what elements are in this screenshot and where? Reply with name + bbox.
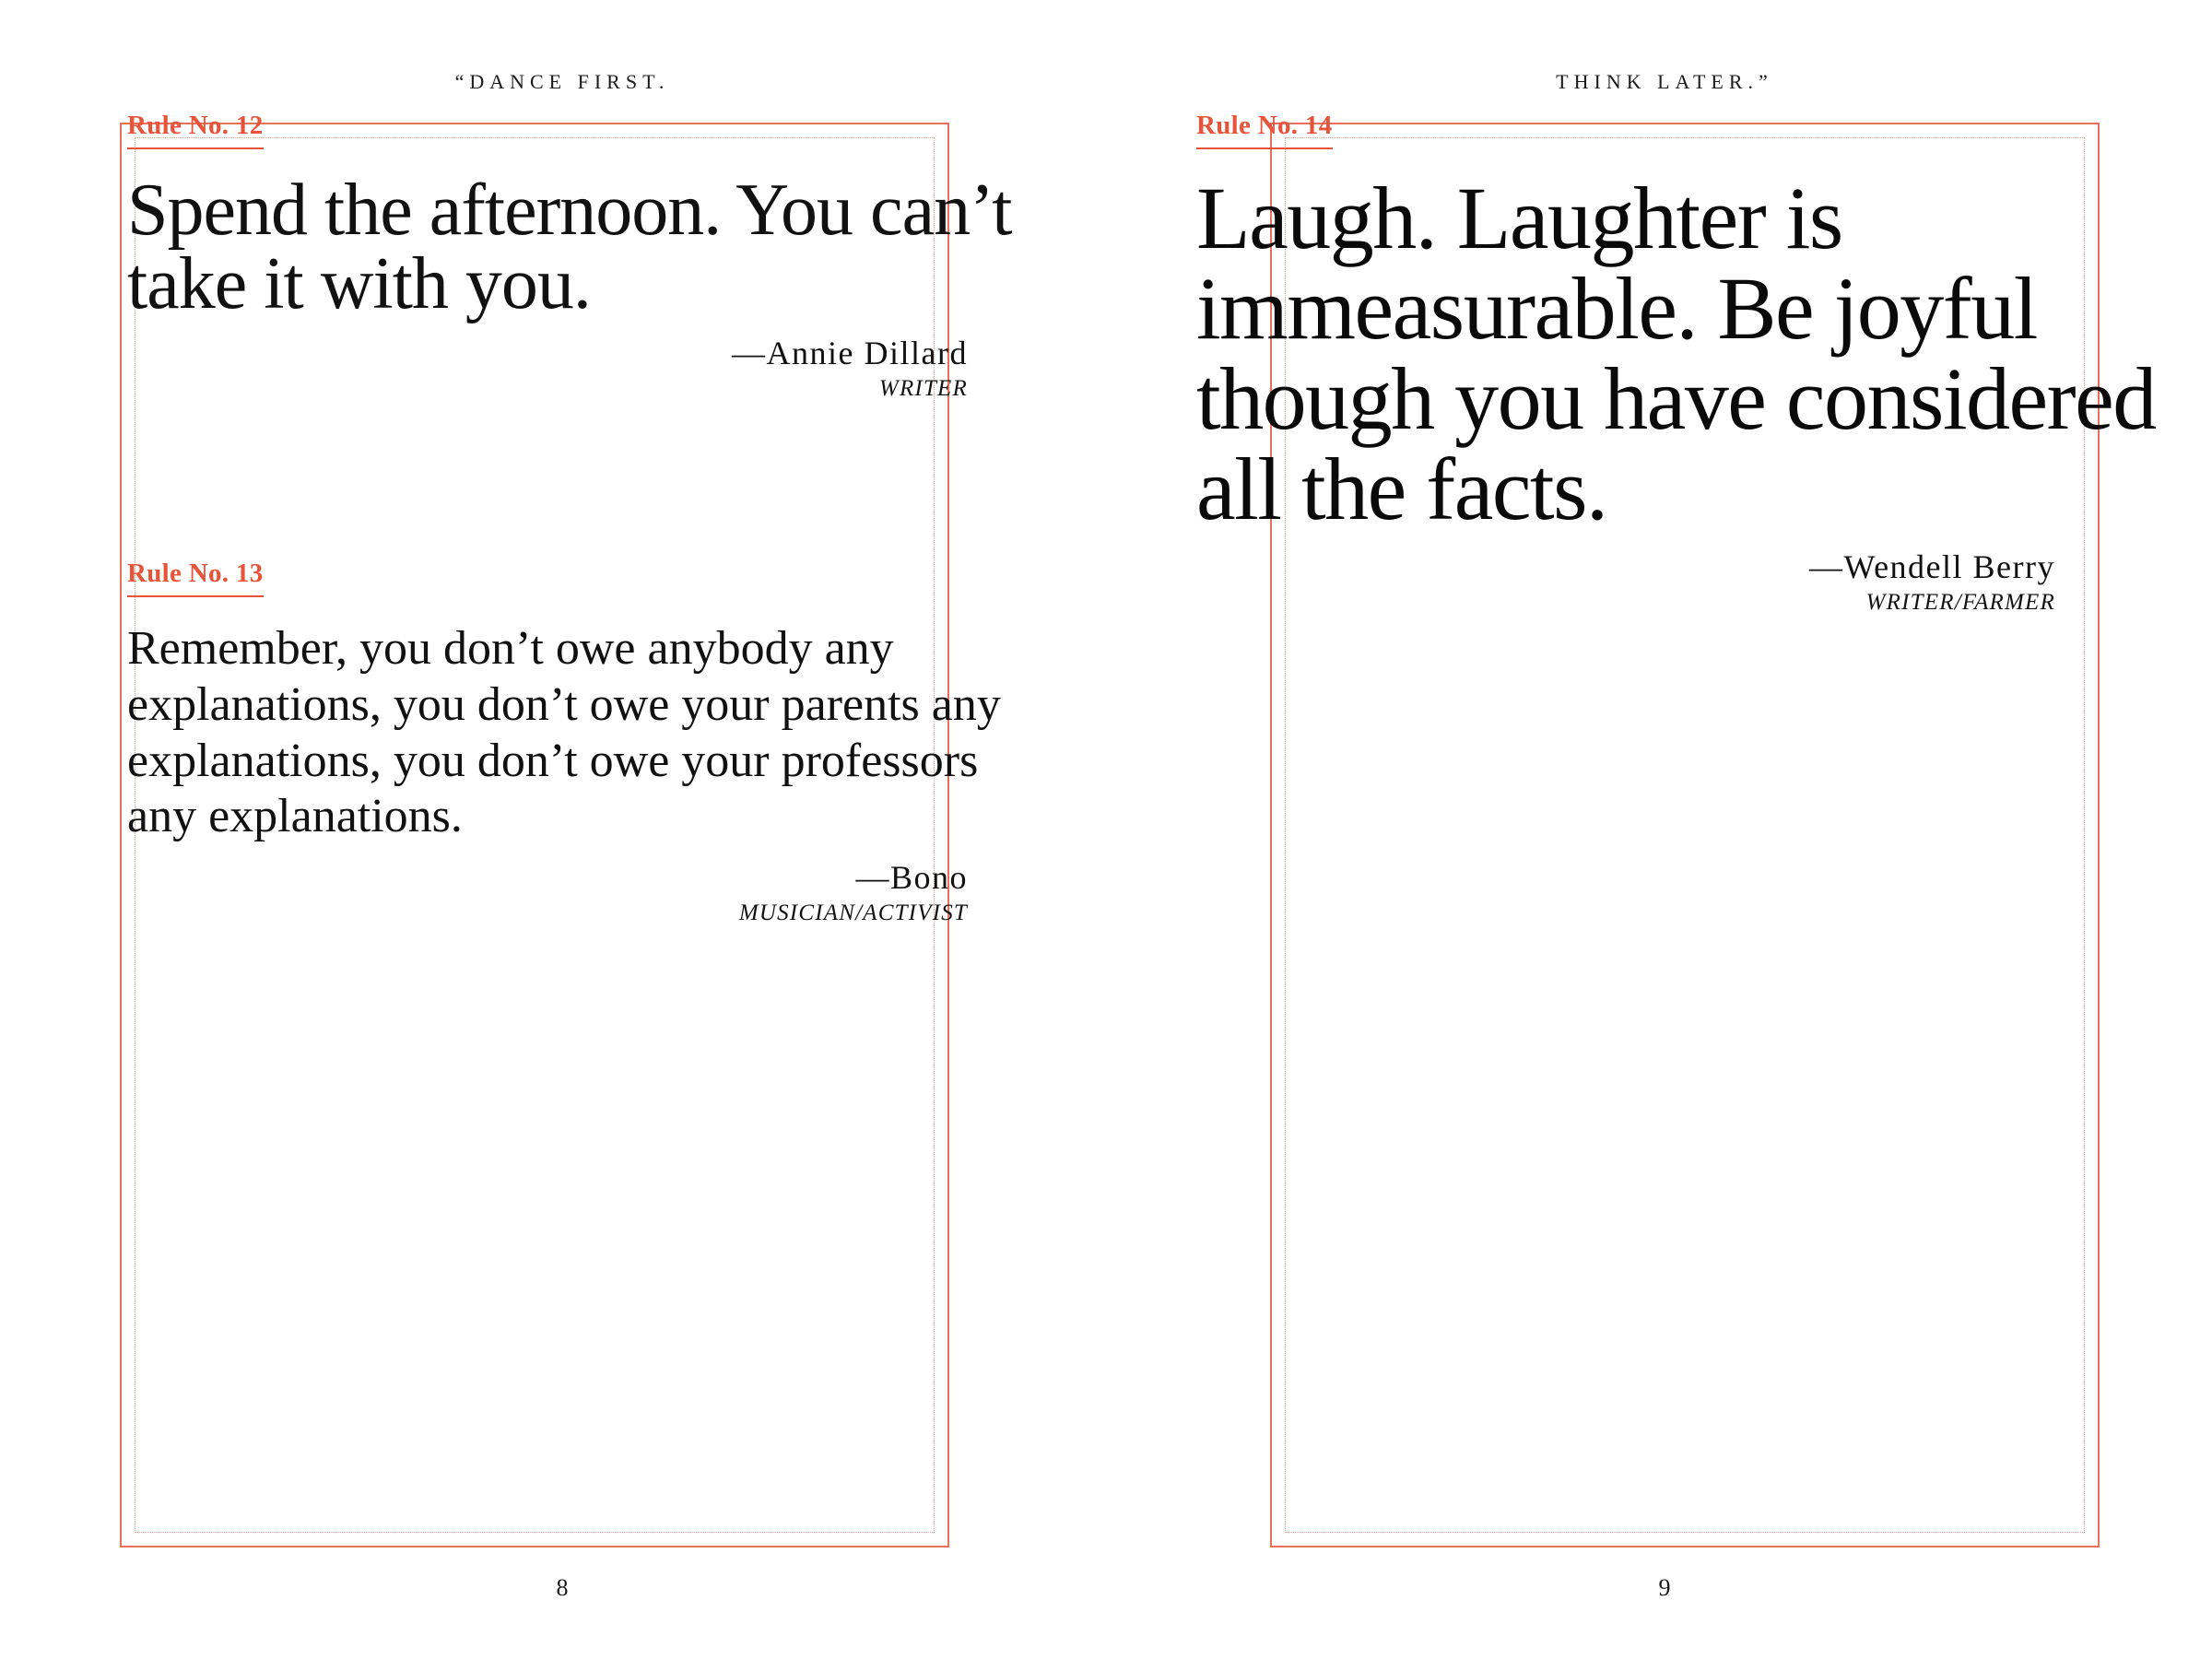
attribution-role-12: WRITER bbox=[878, 376, 968, 401]
running-head-right: THINK LATER.” bbox=[1556, 70, 1773, 93]
quote-text-14: Laugh. Laughter is immeasurable. Be joyful though you have considered all the facts. bbox=[1196, 169, 2156, 538]
running-head-left: “DANCE FIRST. bbox=[454, 70, 670, 93]
quote-entry-rule-14 bbox=[1196, 111, 2194, 616]
right-page bbox=[1106, 0, 2212, 1659]
attribution-role-13: MUSICIAN/ACTIVIST bbox=[738, 900, 968, 926]
attribution-name-14: —Wendell Berry bbox=[1808, 547, 2055, 585]
attribution-14 bbox=[1196, 547, 2194, 616]
attribution-12 bbox=[127, 334, 1051, 402]
attribution-name-12: —Annie Dillard bbox=[732, 335, 968, 371]
page-number-left: 8 bbox=[556, 1574, 569, 1601]
quote-text-12: Spend the afternoon. You can’t take it with you. bbox=[127, 170, 1012, 324]
quote-text-13: Remember, you don’t owe anybody any explanations, you don’t owe your parents any explanations, you don’t owe your professors any explanations. bbox=[127, 622, 1001, 843]
rule-label-13: Rule No. 13 bbox=[127, 559, 264, 597]
rule-label-12: Rule No. 12 bbox=[127, 111, 264, 149]
quote-entry-rule-12 bbox=[127, 111, 1051, 402]
right-page-content bbox=[1196, 111, 2194, 616]
attribution-role-14: WRITER/FARMER bbox=[1865, 589, 2055, 615]
rule-label-14: Rule No. 14 bbox=[1196, 111, 1333, 149]
left-page-content bbox=[127, 111, 1051, 926]
page-number-right: 9 bbox=[1658, 1574, 1671, 1601]
attribution-13 bbox=[127, 858, 1051, 926]
attribution-name-13: —Bono bbox=[855, 859, 968, 897]
quote-entry-rule-13 bbox=[127, 559, 1051, 926]
